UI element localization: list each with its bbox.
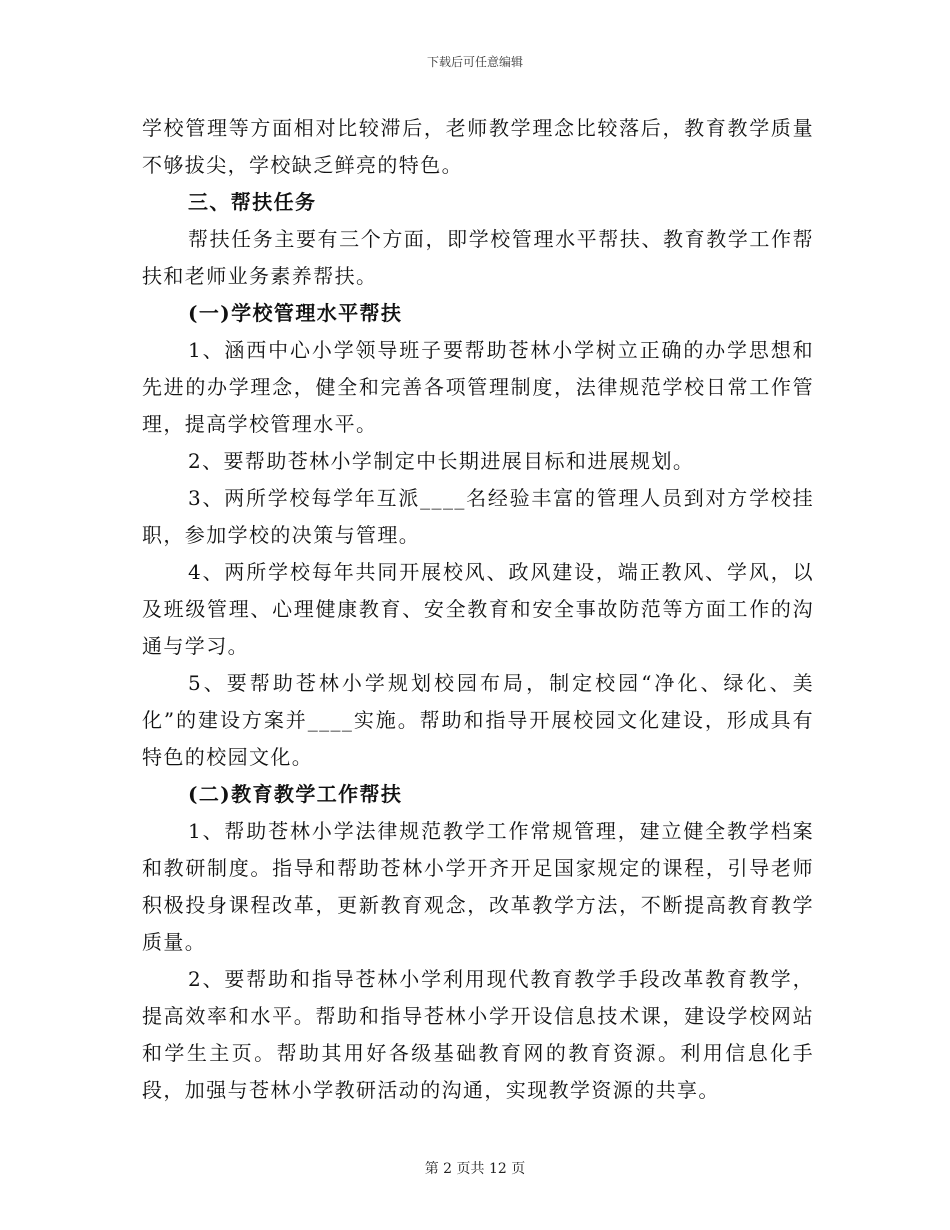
- page-number: 第 2 页共 12 页: [424, 1161, 526, 1177]
- page-header-note: 下载后可任意编辑: [426, 55, 523, 69]
- paragraph: 1、涵西中心小学领导班子要帮助苍林小学树立正确的办学思想和先进的办学理念，健全和完善各项管理制度，法律规范学校日常工作管理，提高学校管理水平。: [142, 338, 814, 436]
- paragraph: 2、要帮助苍林小学制定中长期进展目标和进展规划。: [188, 449, 695, 473]
- document-body: [142, 110, 814, 1109]
- paragraph: 2、要帮助和指导苍林小学利用现代教育教学手段改革教育教学，提高效率和水平。帮助和指导苍林小学开设信息技术课，建设学校网站和学生主页。帮助其用好各级基础教育网的教育资源。利用信息化手段，加强与苍林小学教研活动的沟通，实现教学资源的共享。: [142, 967, 814, 1102]
- paragraph: 1、帮助苍林小学法律规范教学工作常规管理，建立健全教学档案和教研制度。指导和帮助苍林小学开齐开足国家规定的课程，引导老师积极投身课程改革，更新教育观念，改革教学方法，不断提高教育教学质量。: [142, 819, 814, 954]
- paragraph: 4、两所学校每年共同开展校风、政风建设，端正教风、学风，以及班级管理、心理健康教育、安全教育和安全事故防范等方面工作的沟通与学习。: [142, 560, 814, 658]
- subsection-heading-teaching: (二)教育教学工作帮扶: [188, 782, 403, 806]
- section-heading-tasks: 三、帮扶任务: [188, 190, 317, 214]
- paragraph: 5、要帮助苍林小学规划校园布局，制定校园“净化、绿化、美化”的建设方案并____实施。帮助和指导开展校园文化建设，形成具有特色的校园文化。: [142, 671, 814, 769]
- paragraph: 帮扶任务主要有三个方面，即学校管理水平帮扶、教育教学工作帮扶和老师业务素养帮扶。: [142, 227, 814, 288]
- paragraph-continued: 学校管理等方面相对比较滞后，老师教学理念比较落后，教育教学质量不够拔尖，学校缺乏鲜亮的特色。: [142, 116, 814, 177]
- subsection-heading-management: (一)学校管理水平帮扶: [188, 301, 403, 325]
- paragraph: 3、两所学校每学年互派____名经验丰富的管理人员到对方学校挂职，参加学校的决策与管理。: [142, 486, 814, 547]
